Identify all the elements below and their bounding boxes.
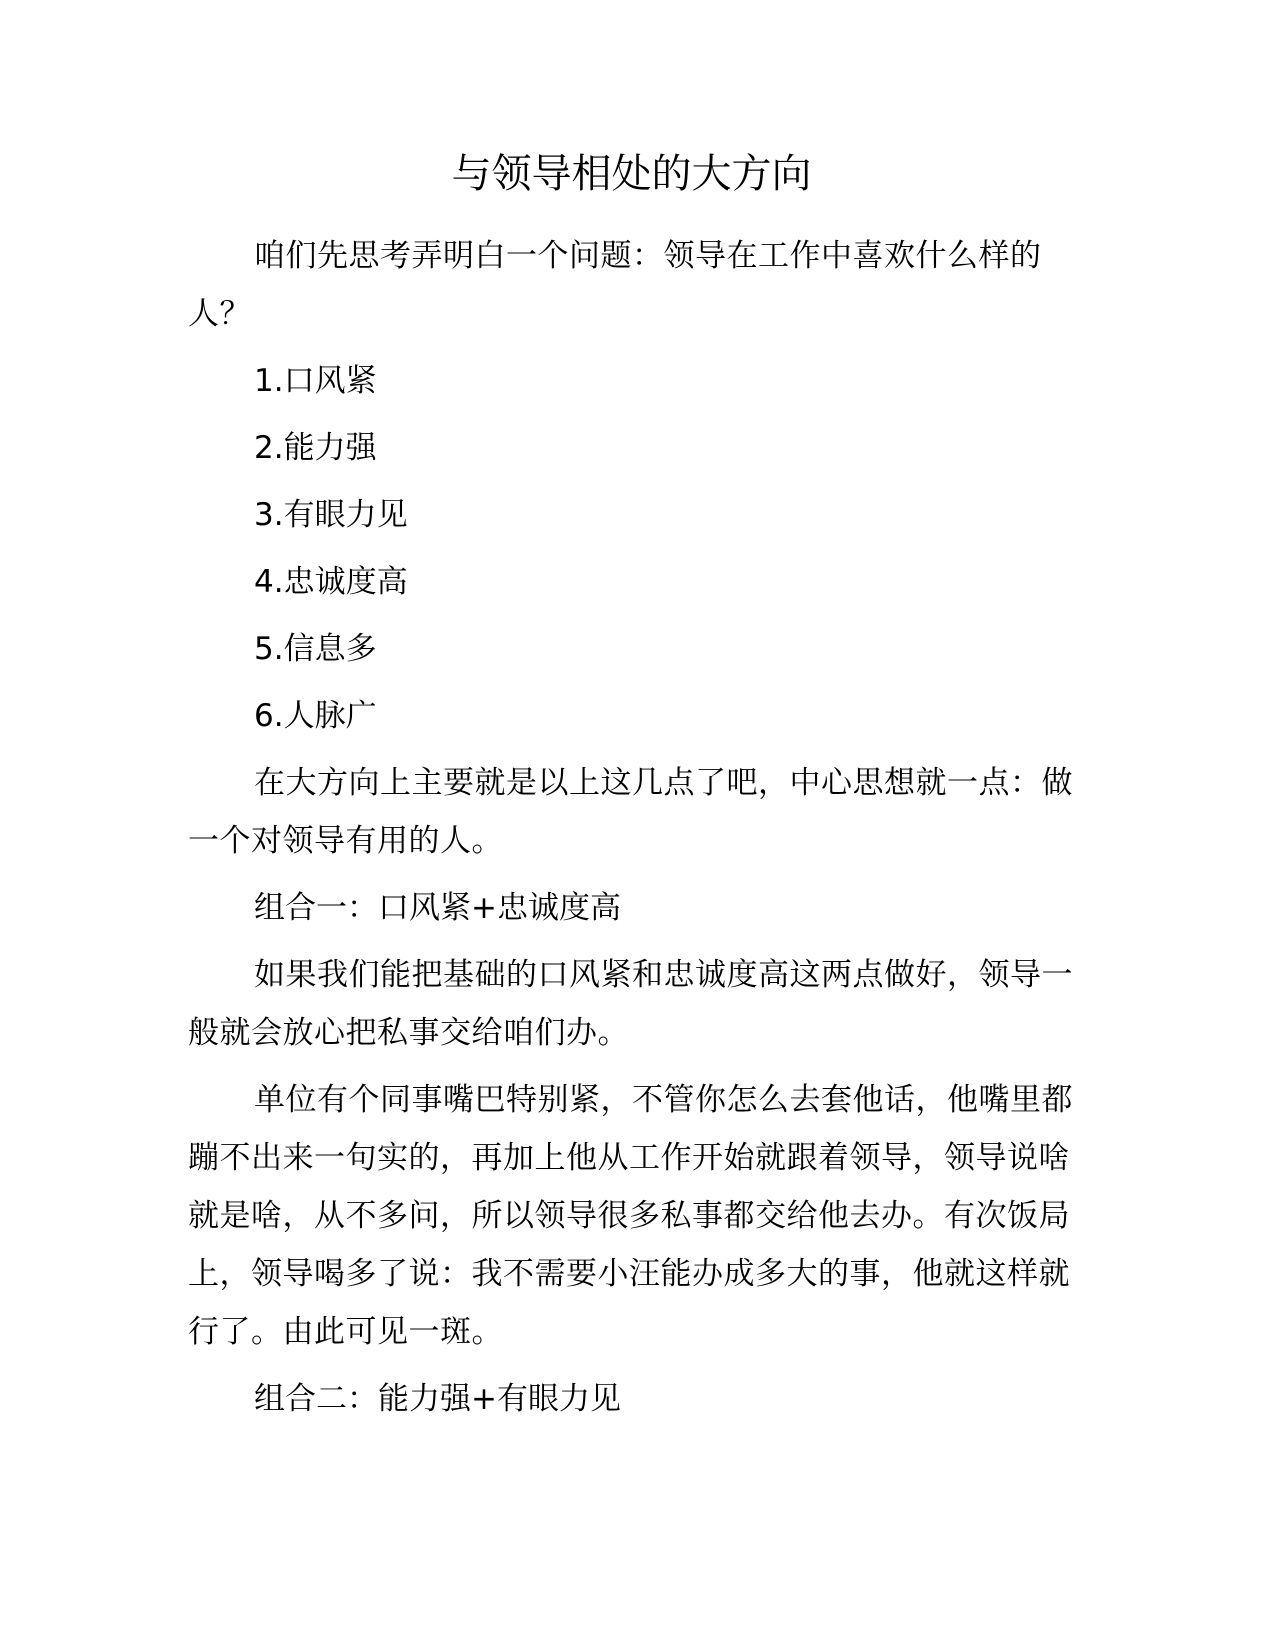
list-item: 2.能力强 xyxy=(254,430,377,466)
intro-paragraph: 咱们先思考弄明白一个问题：领导在工作中喜欢什么样的人？ xyxy=(188,238,1042,332)
combo1-paragraph-2: 单位有个同事嘴巴特别紧，不管你怎么去套他话，他嘴里都蹦不出来一句实的，再加上他从工作开始就跟着领导，领导说啥就是啥，从不多问，所以领导很多私事都交给他去办。有次饭局上，领导喝多了说：我不需要小汪能办成多大的事，他就这样就行了。由此可见一斑。 xyxy=(188,1082,1073,1350)
list-item: 6.人脉广 xyxy=(254,698,377,734)
combo1-paragraph-1: 如果我们能把基础的口风紧和忠诚度高这两点做好，领导一般就会放心把私事交给咱们办。 xyxy=(188,957,1073,1051)
list-item: 1.口风紧 xyxy=(254,363,377,399)
list-item: 3.有眼力见 xyxy=(254,497,408,533)
combo1-heading: 组合一：口风紧+忠诚度高 xyxy=(254,890,621,926)
document-title: 与领导相处的大方向 xyxy=(451,151,812,197)
list-item: 5.信息多 xyxy=(254,631,377,667)
summary-paragraph: 在大方向上主要就是以上这几点了吧，中心思想就一点：做一个对领导有用的人。 xyxy=(188,765,1073,859)
list-item: 4.忠诚度高 xyxy=(254,564,408,600)
document-body xyxy=(188,227,1088,1437)
combo2-heading: 组合二：能力强+有眼力见 xyxy=(254,1381,621,1417)
